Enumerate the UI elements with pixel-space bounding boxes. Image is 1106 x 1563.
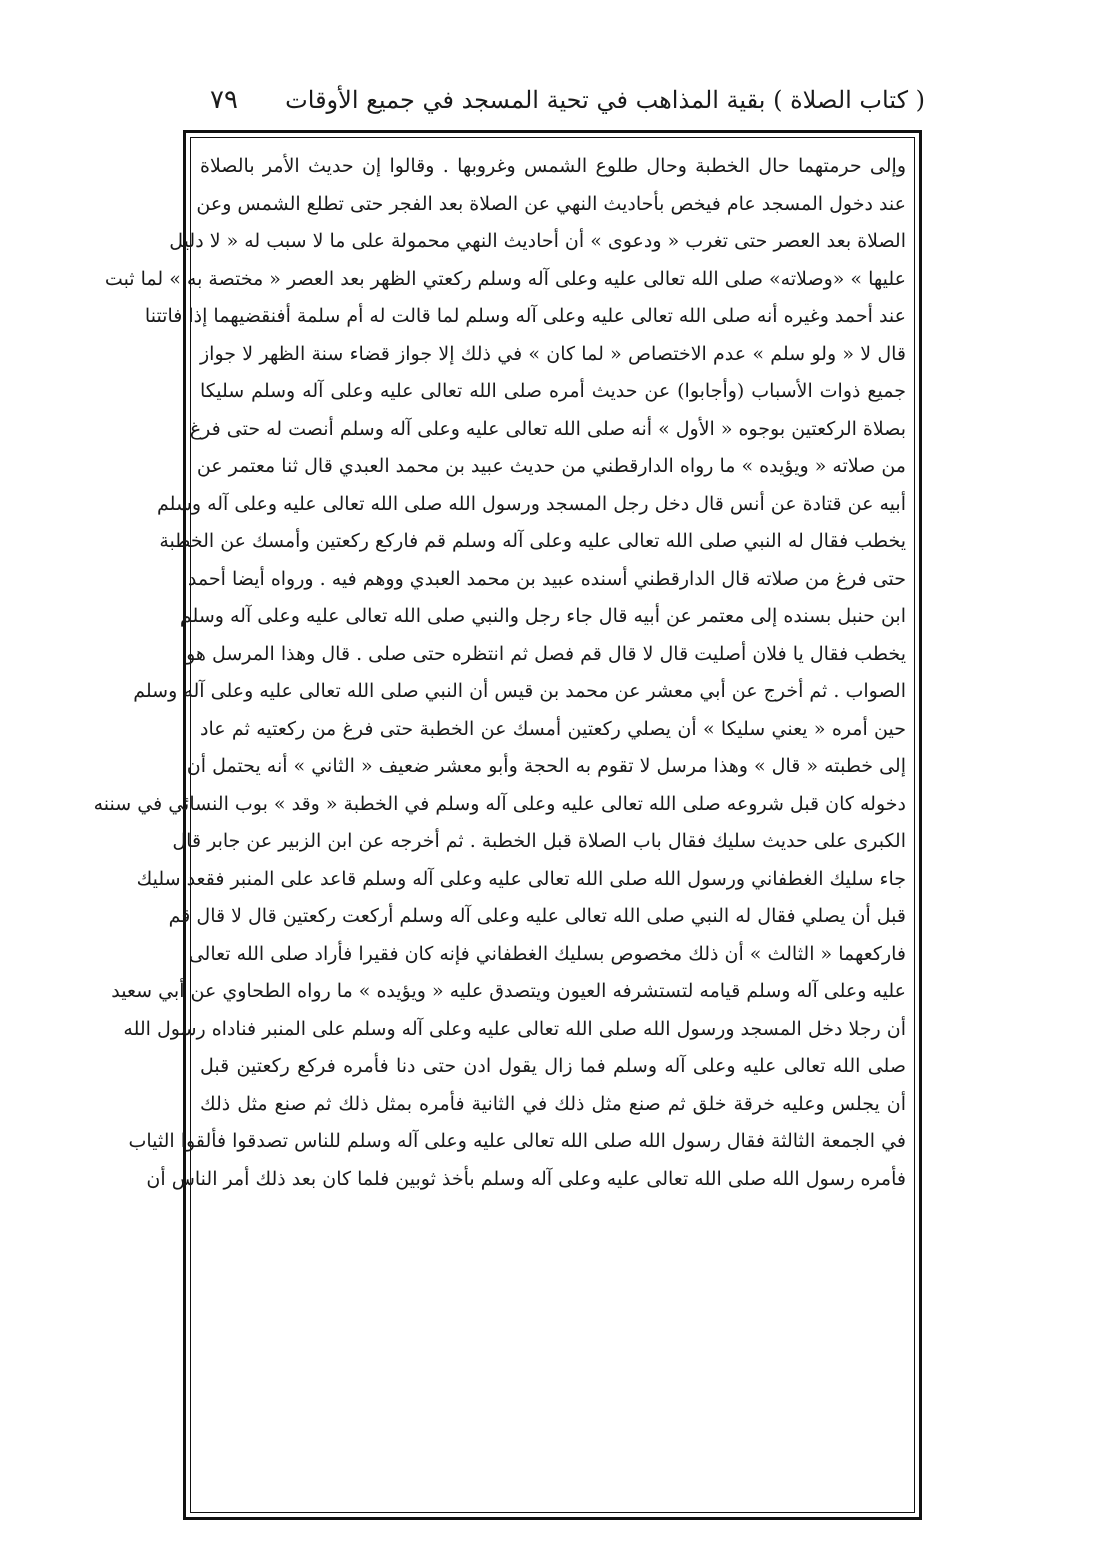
text-line: فاركعهما « الثالث » أن ذلك مخصوص بسليك الغطفاني فإنه كان فقيرا فأراد صلى الله تعالى — [188, 942, 906, 965]
text-line: فأمره رسول الله صلى الله تعالى عليه وعلى آله وسلم بأخذ ثوبين فلما كان بعد ذلك أمر الناس أن — [146, 1167, 906, 1190]
text-line: عند دخول المسجد عام فيخص بأحاديث النهي عن الصلاة بعد الفجر حتى تطلع الشمس وعن — [196, 192, 906, 215]
text-line: عليها » «وصلاته» صلى الله تعالى عليه وعلى آله وسلم ركعتي الظهر بعد العصر « مختصة به » لما ثبت — [104, 267, 906, 290]
text-line: أبيه عن قتادة عن أنس قال دخل رجل المسجد ورسول الله صلى الله تعالى عليه وعلى آله وسلم — [157, 492, 906, 515]
page-number: ٧٩ — [210, 85, 238, 115]
text-line: الصواب . ثم أخرج عن أبي معشر عن محمد بن قيس أن النبي صلى الله تعالى عليه وعلى آله وسلم — [133, 680, 906, 702]
text-line: من صلاته « ويؤيده » ما رواه الدارقطني من حديث عبيد بن محمد العبدي قال ثنا معتمر عن — [196, 455, 906, 477]
text-line: أن يجلس وعليه خرقة خلق ثم صنع مثل ذلك في الثانية فأمره بمثل ذلك ثم صنع مثل ذلك — [200, 1092, 906, 1115]
text-line: حتى فرغ من صلاته قال الدارقطني أسنده عبيد بن محمد العبدي ووهم فيه . ورواه أيضا أحمد — [187, 567, 906, 590]
text-line: أن رجلا دخل المسجد ورسول الله صلى الله تعالى عليه وعلى آله وسلم على المنبر فناداه رسول الله — [123, 1017, 906, 1040]
text-line: الكبرى على حديث سليك فقال باب الصلاة قبل الخطبة . ثم أخرجه عن ابن الزبير عن جابر قال — [172, 830, 906, 852]
text-line: عند أحمد وغيره أنه صلى الله تعالى عليه وعلى آله وسلم لما قالت له أم سلمة أفنقضيهما إذا فاتتنا — [144, 305, 906, 327]
text-line: بصلاة الركعتين بوجوه « الأول » أنه صلى الله تعالى عليه وعلى آله وسلم أنصت له حتى فرغ — [189, 417, 906, 440]
text-line: جميع ذوات الأسباب (وأجابوا) عن حديث أمره صلى الله تعالى عليه وعلى آله وسلم سليكا — [200, 380, 906, 402]
text-line: صلى الله تعالى عليه وعلى آله وسلم فما زال يقول ادن حتى دنا فأمره فركع ركعتين قبل — [200, 1055, 906, 1077]
text-line: عليه وعلى آله وسلم قيامه لتستشرفه العيون ويتصدق عليه « ويؤيده » ما رواه الطحاوي عن أبي سعيد — [111, 980, 906, 1002]
text-line: الصلاة بعد العصر حتى تغرب « ودعوى » أن أحاديث النهي محمولة على ما لا سبب له « لا دليل — [169, 230, 906, 252]
running-header — [190, 78, 925, 126]
text-line: ابن حنبل بسنده إلى معتمر عن أبيه قال جاء رجل والنبي صلى الله تعالى عليه وعلى آله وسلم — [179, 605, 906, 627]
text-line: وإلى حرمتهما حال الخطبة وحال طلوع الشمس وغروبها . وقالوا إن حديث الأمر بالصلاة — [200, 155, 906, 177]
text-line: قال لا « ولو سلم » عدم الاختصاص « لما كان » في ذلك إلا جواز قضاء سنة الظهر لا جواز — [200, 342, 906, 365]
text-line: في الجمعة الثالثة فقال رسول الله صلى الله تعالى عليه وعلى آله وسلم للناس تصدقوا فألقوا الثياب — [128, 1130, 906, 1152]
text-line: إلى خطبته « قال » وهذا مرسل لا تقوم به الحجة وأبو معشر ضعيف « الثاني » أنه يحتمل أن — [186, 755, 906, 777]
text-line: يخطب فقال له النبي صلى الله تعالى عليه وعلى آله وسلم قم فاركع ركعتين وأمسك عن الخطبة — [159, 530, 906, 552]
text-line: قبل أن يصلي فقال له النبي صلى الله تعالى عليه وعلى آله وسلم أركعت ركعتين قال لا قال قم — [168, 905, 906, 927]
text-line: يخطب فقال يا فلان أصليت قال لا قال قم فصل ثم انتظره حتى صلى . قال وهذا المرسل هو — [186, 642, 906, 665]
text-line: دخوله كان قبل شروعه صلى الله تعالى عليه وعلى آله وسلم في الخطبة « وقد » بوب النسائي في سننه — [93, 792, 906, 815]
running-title: ( كتاب الصلاة ) بقية المذاهب في تحية المسجد في جميع الأوقات — [285, 86, 925, 114]
text-line: جاء سليك الغطفاني ورسول الله صلى الله تعالى عليه وعلى آله وسلم قاعد على المنبر فقعد سليك — [136, 867, 906, 890]
text-line: حين أمره « يعني سليكا » أن يصلي ركعتين أمسك عن الخطبة حتى فرغ من ركعتيه ثم عاد — [200, 717, 906, 740]
main-text-block — [93, 148, 906, 1508]
